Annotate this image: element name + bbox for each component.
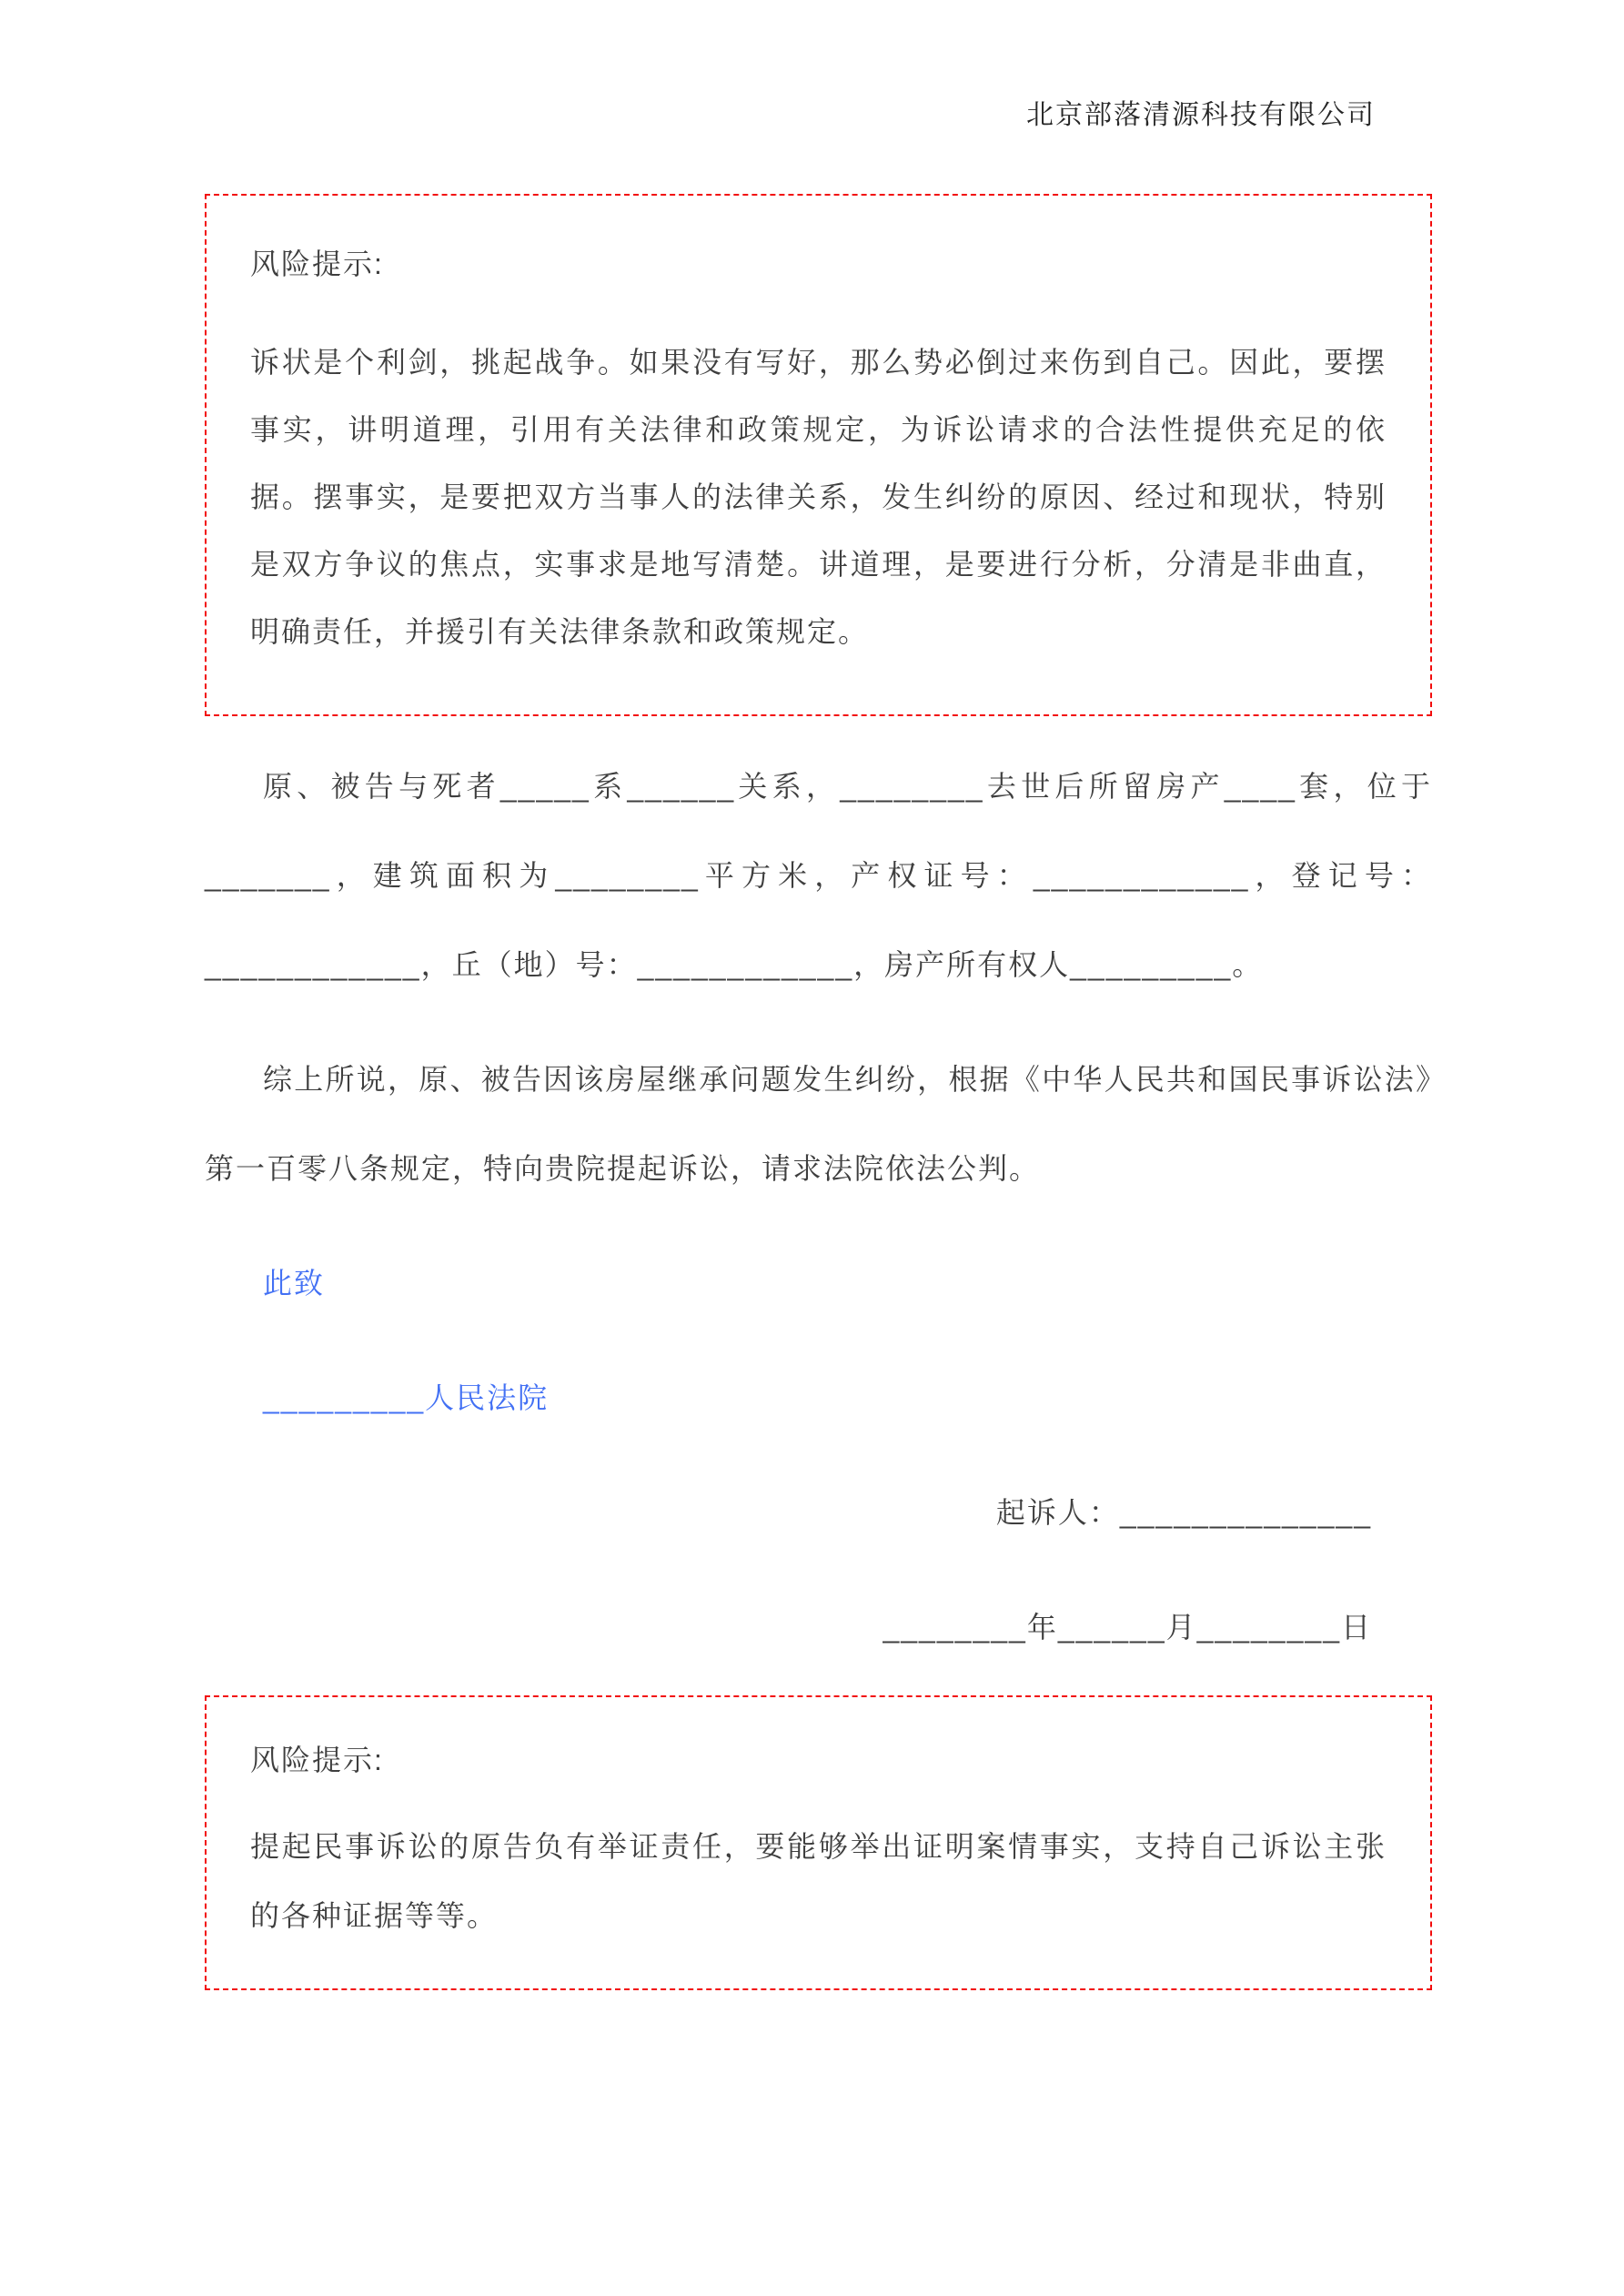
date-line: ________年______月________日 bbox=[883, 1611, 1372, 1644]
paragraph-claim: 综上所说，原、被告因该房屋继承问题发生纠纷，根据《中华人民共和国民事诉讼法》第一百零八条规定，特向贵院提起诉讼，请求法院依法公判。 bbox=[205, 1063, 1432, 1185]
court-name-line: _________人民法院 bbox=[263, 1381, 550, 1414]
plaintiff-signature-line: 起诉人：______________ bbox=[995, 1496, 1372, 1529]
paragraph-facts: 原、被告与死者_____系______关系，________去世后所留房产____套，位于_______，建筑面积为________平方米，产权证号：____________，登记号：____________，丘（地）号：____________，房产所有权人_________。 bbox=[205, 770, 1432, 981]
risk-box-top bbox=[205, 194, 1432, 716]
salutation: 此致 bbox=[263, 1267, 326, 1300]
risk-box-bottom bbox=[205, 1695, 1432, 1990]
risk-body-top: 诉状是个利剑，挑起战争。如果没有写好，那么势必倒过来伤到自己。因此，要摆事实，讲明道理，引用有关法律和政策规定，为诉讼请求的合法性提供充足的依据。摆事实，是要把双方当事人的法律关系，发生纠纷的原因、经过和现状，特别是双方争议的焦点，实事求是地写清楚。讲道理，是要进行分析，分清是非曲直，明确责任，并援引有关法律条款和政策规定。 bbox=[250, 346, 1387, 648]
risk-title-bottom: 风险提示: bbox=[250, 1744, 384, 1776]
risk-title-top: 风险提示: bbox=[250, 248, 384, 280]
company-header: 北京部落清源科技有限公司 bbox=[1026, 100, 1376, 130]
risk-body-bottom: 提起民事诉讼的原告负有举证责任，要能够举出证明案情事实，支持自己诉讼主张的各种证据等等。 bbox=[250, 1830, 1387, 1932]
